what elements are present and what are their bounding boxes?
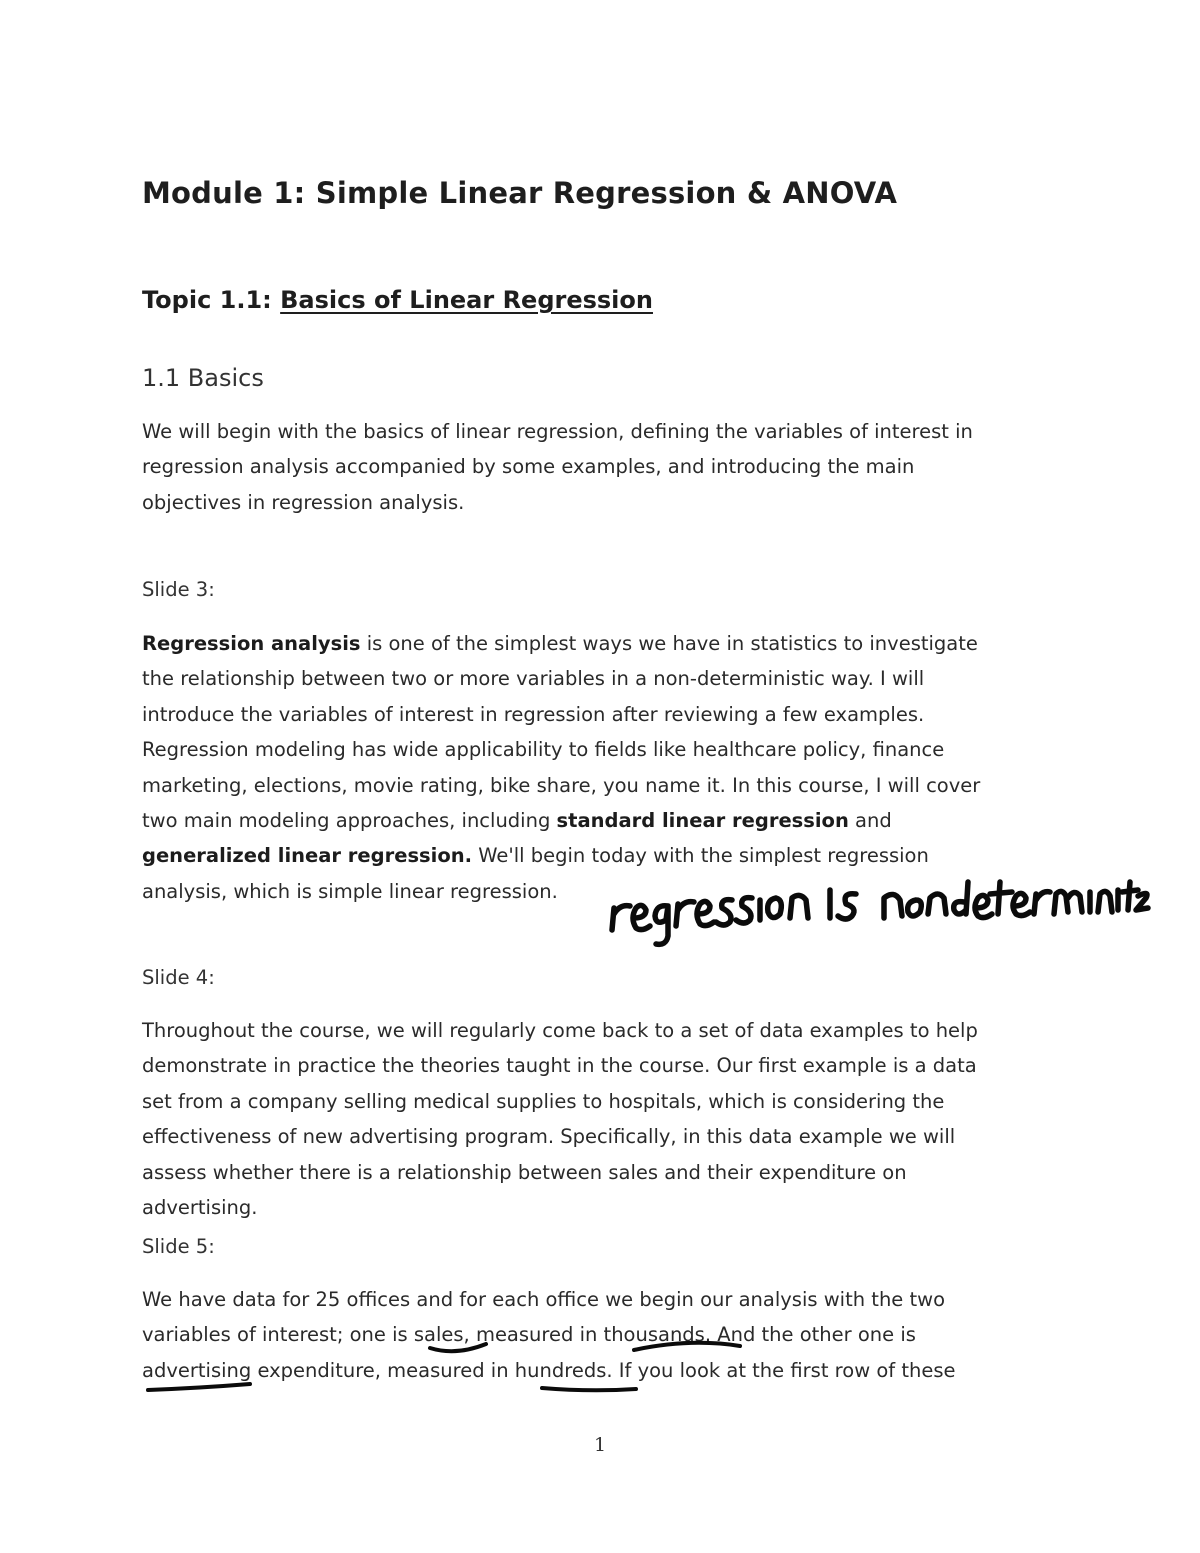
- text-run: and: [848, 809, 892, 833]
- text-run: expenditure, measured in: [251, 1358, 515, 1382]
- text-run: If you look at the first row of these: [612, 1358, 956, 1382]
- slide-5-label: Slide 5:: [142, 1235, 215, 1258]
- section-heading: 1.1 Basics: [142, 364, 264, 392]
- paragraph-line: [142, 803, 1062, 838]
- paragraph-line: analysis, which is simple linear regression.: [142, 879, 558, 903]
- bold-term: standard linear regression: [556, 809, 849, 833]
- paragraph-line: [142, 1353, 1062, 1388]
- paragraph-line: marketing, elections, movie rating, bike share, you name it. In this course, I will cover: [142, 773, 981, 797]
- intro-line: We will begin with the basics of linear regression, defining the variables of interest in: [142, 420, 973, 443]
- paragraph-line: set from a company selling medical supplies to hospitals, which is considering the: [142, 1089, 945, 1113]
- slide-4-paragraph: [142, 1013, 1062, 1225]
- underlined-word: thousands: [603, 1323, 705, 1347]
- paragraph-line: effectiveness of new advertising program. Specifically, in this data example we will: [142, 1125, 956, 1149]
- underlined-word: sales: [413, 1323, 464, 1347]
- bold-term: Regression analysis: [142, 632, 361, 655]
- text-run: We'll begin today with the simplest regression: [472, 844, 929, 868]
- topic-prefix: Topic 1.1:: [142, 286, 281, 314]
- module-title: Module 1: Simple Linear Regression & ANOVA: [142, 176, 898, 210]
- text-run: variables of interest; one is: [142, 1323, 414, 1347]
- text-run: is one of the simplest ways we have in statistics to investigate: [360, 632, 978, 655]
- paragraph-line: assess whether there is a relationship between sales and their expenditure on: [142, 1160, 907, 1184]
- paragraph-line: Regression modeling has wide applicability to fields like healthcare policy, finance: [142, 738, 945, 762]
- paragraph-line: We have data for 25 offices and for each office we begin our analysis with the two: [142, 1288, 946, 1311]
- paragraph-line: Throughout the course, we will regularly come back to a set of data examples to help: [142, 1019, 978, 1042]
- slide-3-paragraph: [142, 626, 1062, 909]
- underlined-word: advertising: [142, 1358, 252, 1382]
- intro-line: objectives in regression analysis.: [142, 490, 465, 514]
- paragraph-line: [142, 838, 1062, 873]
- text-run: . And the other one is: [704, 1323, 916, 1347]
- slide-5-paragraph: [142, 1282, 1062, 1388]
- slide-4-label: Slide 4:: [142, 966, 215, 989]
- paragraph-line: [142, 626, 1062, 661]
- paragraph-line: introduce the variables of interest in regression after reviewing a few examples.: [142, 702, 925, 726]
- topic-heading: [142, 286, 653, 314]
- intro-line: regression analysis accompanied by some examples, and introducing the main: [142, 455, 915, 479]
- intro-paragraph: [142, 414, 1062, 520]
- topic-name: Basics of Linear Regression: [280, 286, 653, 314]
- bold-term: generalized linear regression.: [142, 844, 473, 868]
- slide-3-label: Slide 3:: [142, 578, 215, 601]
- underlined-word: hundreds.: [514, 1358, 613, 1382]
- paragraph-line: advertising.: [142, 1196, 258, 1220]
- text-run: two main modeling approaches, including: [142, 809, 557, 833]
- underline-hundreds: [542, 1388, 636, 1390]
- paragraph-line: [142, 1317, 1062, 1352]
- text-run: , measured in: [463, 1323, 604, 1347]
- page-number: 1: [593, 1434, 607, 1456]
- paragraph-line: the relationship between two or more variables in a non-deterministic way. I will: [142, 667, 925, 691]
- paragraph-line: demonstrate in practice the theories taught in the course. Our first example is a data: [142, 1054, 977, 1078]
